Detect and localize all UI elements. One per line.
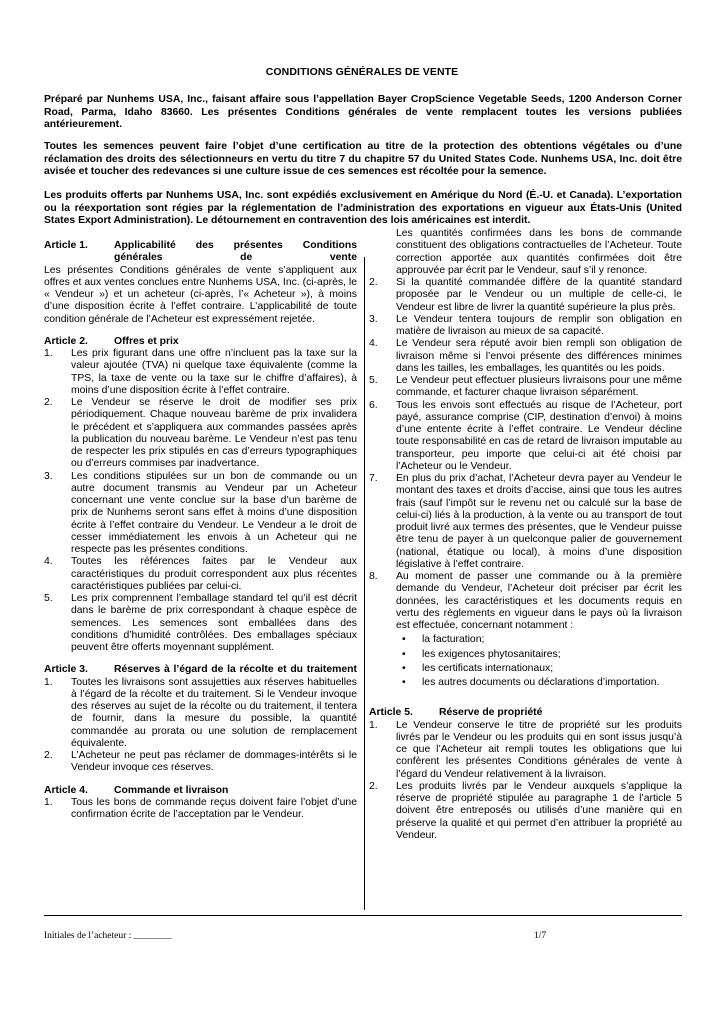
article-heading (44, 336, 357, 348)
list-item (369, 277, 682, 314)
list-item (369, 400, 682, 474)
item-text: Tous les envois sont effectués au risque de l’Acheteur, port payé, assurance comprise (CIP, destination d’envoi) à moins d’une entente écrite à l’effet contraire. Le Vendeur décline toute responsabilité en cas de retard de livraison imputable au transporteur, peu importe que celui-ci ait été choisi par l’Acheteur ou le Vendeur. (396, 399, 682, 472)
list-item (369, 781, 682, 842)
item-number: 3. (44, 470, 53, 482)
item-text: Au moment de passer une commande ou à la première demande du Vendeur, l’Acheteur doit préciser par écrit les données, les caractéristiques et les documents requis en vertu des règlements en vigueur dans le pays où la livraison est effectuée, concernant notamment : (396, 571, 682, 631)
article-heading (44, 785, 357, 797)
page-number: 1/7 (534, 931, 547, 941)
item-number: 1. (44, 796, 53, 808)
article-heading (369, 707, 682, 719)
column-divider (364, 257, 365, 910)
item-text: Les prix comprennent l’emballage standard tel qu’il est décrit dans le barème de prix correspondant à chaque espèce de semences. Les semences sont emballées dans des conditions d’humidité contrôlées. Des emballages spéciaux peuvent être offerts moyennant supplément. (71, 593, 357, 653)
list-item (369, 375, 682, 400)
item-text: Le Vendeur peut effectuer plusieurs livraisons pour une même commande, et facturer chaque livraison séparément. (396, 375, 682, 399)
list-item (44, 797, 357, 822)
intro-paragraph-1: Préparé par Nunhems USA, Inc., faisant affaire sous l’appellation Bayer CropScience Vegetable Seeds, 1200 Anderson Corner Road, Parma, Idaho 83660. Les présentes Conditions générales de vente remplacent toutes les versions publiées antérieurement. (44, 94, 682, 131)
item-text: Si la quantité commandée diffère de la quantité standard proposée par le Vendeur ou un multiple de celle-ci, le Vendeur est libre de livrer la quantité supérieure la plus près. (396, 277, 682, 313)
item-number: 3. (369, 313, 378, 325)
article-number: Article 1. (44, 240, 88, 251)
item-number: 6. (369, 399, 378, 411)
article-title: Offres et prix (114, 335, 179, 347)
list-item (44, 556, 357, 593)
item-number: 1. (369, 719, 378, 731)
article-5 (369, 707, 682, 842)
item-number: 2. (369, 277, 378, 288)
article-4-continued (369, 228, 682, 689)
item-text: Les prix figurant dans une offre n’incluent pas la taxe sur la valeur ajoutée (TVA) ni quelque taxe équivalente (comme la TPS, la taxe de vente ou la taxe sur le chiffre d’affaires), à moins d’une disposition écrite à l’effet contraire. (71, 348, 357, 396)
item-number: 8. (369, 571, 378, 582)
item-continuation: Les quantités confirmées dans les bons de commande constituent des obligations contractuelles de l’Acheteur. Toute correction apportée aux quantités confirmées doit être approuvée par écrit par le Vendeur, sauf s’il y renonce. (396, 228, 682, 276)
article-title: Commande et livraison (114, 784, 229, 796)
item-text: Les produits livrés par le Vendeur auxquels s’applique la réserve de propriété stipulée au paragraphe 1 de l’article 5 doivent être entreposés ou utilisés d’une manière qui en préserve la qualité et qui permet d’en attribuer la propriété au Vendeur. (396, 780, 682, 841)
article-heading (44, 240, 357, 265)
item-number: 4. (369, 338, 378, 350)
article-1 (44, 240, 357, 326)
intro-paragraph-2: Toutes les semences peuvent faire l’objet d’une certification au titre de la protection des obtentions végétales ou d’une réclamation des droits des sélectionneurs en vertu du titre 7 du chapitre 57 du United States Code. Nunhems USA, Inc. doit être avisée et toucher des redevances si une culture issue de ces semences est récoltée pour la semence. (44, 141, 682, 178)
item-number: 1. (44, 348, 53, 359)
list-item (369, 314, 682, 339)
item-text: Toutes les livraisons sont assujetties aux réserves habituelles à l’égard de la récolte et du traitement. Si le Vendeur invoque des réserves au sujet de la récolte ou du traitement, il tentera de fournir, dans la mesure du possible, la quantité commandée au prorata ou une solution de remplacement équivalente. (71, 676, 357, 749)
list-item (44, 348, 357, 397)
bullet-icon: • (402, 677, 406, 688)
item-text: Le Vendeur tentera toujours de remplir son obligation en matière de livraison au mieux de sa capacité. (396, 313, 682, 337)
article-number: Article 2. (44, 335, 88, 347)
item-text: En plus du prix d’achat, l’Acheteur devra payer au Vendeur le montant des taxes et droits d’accise, ainsi que tous les autres frais (sauf l’impôt sur le revenu net ou calculé sur la base de celui-ci) liés à la production, à la vente ou au transport de tout produit livré aux termes des présentes, que le Vendeur puisse être tenu de payer à un quelconque palier de gouvernement (national, étatique ou local), à moins d’une disposition législative à l’effet contraire. (396, 473, 682, 570)
bullet-item (396, 663, 682, 675)
item-number: 2. (44, 750, 53, 761)
article-title: Réserve de propriété (439, 707, 543, 719)
item-text: Tous les bons de commande reçus doivent faire l’objet d’une confirmation écrite de l’acceptation par le Vendeur. (71, 796, 357, 820)
item-text: L’Acheteur ne peut pas réclamer de dommages-intérêts si le Vendeur invoque ces réserves. (71, 750, 357, 774)
article-4 (44, 785, 357, 822)
article-text: Les présentes Conditions générales de vente s’appliquent aux offres et aux ventes conclues entre Nunhems USA, Inc. (ci-après, le « Vendeur ») et un acheteur (ci-après, l’« Acheteur »), à moins d’une disposition écrite à l’effet contraire. L’applicabilité de toute condition générale de l’Acheteur est expressément rejetée. (44, 264, 357, 325)
bullet-item (396, 634, 682, 646)
list-item (369, 571, 682, 632)
item-number: 7. (369, 473, 378, 484)
item-number: 5. (369, 375, 378, 386)
document-title: CONDITIONS GÉNÉRALES DE VENTE (265, 66, 459, 78)
item-text: Le Vendeur conserve le titre de propriété sur les produits livrés par le Vendeur ou les produits qui en sont issus jusqu’à ce que l’Acheteur ait rempli toutes les obligations que lui confèrent les présentes Conditions générales de vente à l’égard du Vendeur relativement à la livraison. (396, 719, 682, 780)
item-text: Les conditions stipulées sur un bon de commande ou un autre document transmis au Vendeur par un Acheteur concernant une vente conclue sur la base d’un barème de prix de Nunhems seront sans effet à moins d’une disposition écrite à l’effet contraire du Vendeur. Le Vendeur a le droit de cesser immédiatement les envois à un Acheteur qui ne respecte pas les présentes conditions. (71, 470, 357, 555)
item-number: 1. (44, 676, 53, 688)
bullet-text: les exigences phytosanitaires; (422, 648, 561, 660)
intro-paragraph-3: Les produits offerts par Nunhems USA, Inc. sont expédiés exclusivement en Amérique du Nord (É.-U. et Canada). L’exportation ou la réexportation sont régies par la réglementation de l’administration des exportations en vigueur aux États-Unis (United States Export Administration). Le détournement en contravention des lois américaines est interdit. (44, 190, 682, 227)
bullet-text: les certificats internationaux; (422, 662, 554, 674)
article-title: Réserves à l’égard de la récolte et du traitement (114, 664, 357, 676)
list-item (44, 677, 357, 751)
article-number: Article 4. (44, 784, 88, 796)
article-3 (44, 664, 357, 774)
bullet-text: la facturation; (422, 634, 485, 646)
bullet-icon: • (402, 634, 406, 646)
buyer-initials-field: Initiales de l’acheteur : ________ (44, 931, 172, 941)
left-column (44, 240, 357, 831)
list-item (44, 750, 357, 775)
bullet-icon: • (402, 662, 406, 674)
list-item (44, 397, 357, 471)
item-text: Toutes les références faites par le Vendeur aux caractéristiques du produit correspondent aux plus récentes caractéristiques publiées par celui-ci. (71, 556, 357, 592)
list-item (369, 720, 682, 781)
bullet-item (396, 649, 682, 661)
list-item (369, 473, 682, 571)
article-number: Article 5. (369, 707, 413, 719)
right-column (369, 228, 682, 852)
article-title: Applicabilité des présentes Conditions générales de vente (114, 240, 357, 264)
footer-divider (44, 915, 682, 916)
item-number: 2. (369, 780, 378, 792)
bullet-icon: • (402, 648, 406, 660)
item-number: 4. (44, 556, 53, 568)
list-item (44, 593, 357, 654)
item-number: 5. (44, 593, 53, 604)
item-number: 2. (44, 397, 53, 408)
item-text: Le Vendeur sera réputé avoir bien rempli son obligation de livraison même si l’envoi présente des différences minimes dans les tailles, les emballages, les quantités ou les poids. (396, 338, 682, 374)
bullet-text: les autres documents ou déclarations d’importation. (422, 677, 660, 688)
bullet-item (396, 677, 682, 689)
article-heading (44, 664, 357, 676)
list-item (44, 471, 357, 557)
article-number: Article 3. (44, 664, 88, 676)
bullet-list (369, 634, 682, 689)
article-2 (44, 336, 357, 655)
item-text: Le Vendeur se réserve le droit de modifier ses prix périodiquement. Chaque nouveau barème de prix invalidera le précédent et s’appliquera aux commandes passées après la publication du nouveau barème. Le Vendeur n’est pas tenu de respecter les prix stipulés en cas d’erreurs typographiques ou d’erreurs commises par inadvertance. (71, 397, 357, 470)
list-item (369, 338, 682, 375)
